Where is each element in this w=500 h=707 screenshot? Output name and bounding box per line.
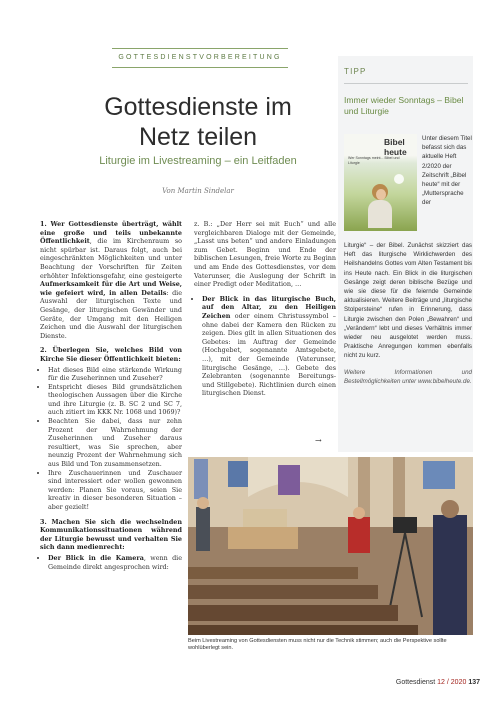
pew (188, 567, 358, 579)
stained-glass-window (278, 465, 300, 495)
cover-figure-body (368, 200, 392, 228)
pew (188, 605, 398, 621)
section-2-item: • Ihre Zuschauerinnen und Zuschauer sind interessiert oder wollen gewonnen werden: Planen Sie voraus, seien Sie kreativ in dieser besonderen Situation – aber gezielt! (48, 469, 182, 512)
tipp-title: Immer wieder Sonntags – Bibel und Liturgie (344, 95, 464, 116)
church-livestream-photo (188, 457, 473, 635)
column-2-item (202, 295, 336, 398)
magazine-cover-image (344, 134, 417, 231)
stained-glass-window (194, 459, 208, 499)
priest-head (353, 507, 365, 519)
continue-arrow-icon: → (315, 436, 322, 445)
section-1 (40, 220, 182, 340)
section-1-emphasis: Aufmerksamkeit für die Art und Weise, wie gefeiert wird, in allen Details (40, 280, 182, 297)
footer-page-number: 137 (468, 679, 480, 686)
stained-glass-window (423, 461, 455, 489)
footer-magazine-name: Gottesdienst (395, 679, 436, 686)
church-scene-illustration (188, 457, 473, 635)
section-2-item: • Entspricht dieses Bild grundsätzlichen theologischen Aussagen über die Kirche und ihre Liturgie (z. B. SC 2 und SC 7, auch zitiert im KKK Nr. 1068 und 1069)? (48, 383, 182, 417)
cover-dandelion (394, 174, 404, 184)
reader-head (197, 497, 209, 509)
tipp-label: TIPP (344, 67, 367, 76)
altar (228, 527, 298, 549)
body-column-2 (194, 220, 336, 404)
section-2-item: • Hat dieses Bild eine stärkende Wirkung für die Zuseherinnen und Zuseher? (48, 366, 182, 383)
article-byline: Von Martin Sindelar (162, 187, 234, 195)
tipp-text-body (344, 241, 472, 393)
cover-figure-face (376, 189, 386, 200)
page-footer (380, 679, 480, 686)
tipp-text-beside-cover: Unter diesem Titel befasst sich das aktuelle Heft 2/2020 der Zeitschrift „Bibel heute“ mit der „Muttersprache der (422, 135, 472, 207)
cover-heading: Wer Sonntags meint... Bibel und Liturgie (348, 156, 400, 165)
reader-figure (196, 507, 210, 551)
section-2-lead (40, 346, 182, 363)
section-2-item: • Beachten Sie dabei, dass nur zehn Prozent der Wahrnehmung der Zuseherinnen und Zuseher daraus resultiert, was Sie sprechen, aber neunzig Prozent der Wahrnehmung sich aus Bild und Ton zusammensetzen. (48, 417, 182, 469)
title-line-1: Gottesdienste im (104, 93, 292, 121)
tipp-order-note: Weitere Informationen und Bestellmöglichkeiten unter www.bibelheute.de. (344, 368, 472, 385)
tipp-paragraph: Liturgie“ – der Bibel. Zunächst skizziert das Heft das liturgische Wirklichwerden des Heilshandelns Gottes vom Alten Testament bis ins Heute nach. Ein Blick in die liturgischen Gesänge zeigt deren biblische Bezüge und wie sie diese für die feiernde Gemeinde aktualisieren. Weitere Beiträge und „liturgische Stolpersteine“ rufen in Erinnerung, dass Liturgie zwischen den Polen „Bewahren“ und „Verändern“ lebt und dieses Verhältnis immer wieder neu ausgelotet werden muss. Praktische Anregungen kommen ebenfalls nicht zu kurz. (344, 242, 472, 360)
tipp-divider (344, 83, 468, 84)
section-2-list (40, 366, 182, 512)
column-2-paragraph: z. B.: „Der Herr sei mit Euch“ und alle vergleichbaren Dialoge mit der Gemeinde, „Lasst uns beten“ und andere Einladungen zum Gebet. Beginn und Ende der biblischen Lesungen, freie Worte zu Beginn und am Ende des Gottesdienstes, vor dem Vaterunser, die Auslegung der Schrift in einer Predigt oder Meditation, … (194, 220, 336, 289)
section-2-lead-text: 2. Überlegen Sie, welches Bild von Kirche Sie dieser Öffentlichkeit bieten: (40, 346, 182, 363)
cover-masthead: Bibel heute (384, 137, 407, 157)
column-2-item-lead: Der Blick in das liturgische Buch, auf den Altar, zu den Heiligen Zeichen (202, 294, 336, 320)
photo-caption: Beim Livestreaming von Gottesdiensten muss nicht nur die Technik stimmen; auch die Perspektive sollte wohlüberlegt sein. (188, 638, 447, 651)
section-3-lead-text: 3. Machen Sie sich die wechselnden Kommunikationssituationen während der Liturgie bewusst und verhalten Sie sich dann medienrecht: (40, 517, 182, 552)
section-1-text-2: : die Auswahl der liturgischen Texte und Gesänge, der liturgischen Gewänder und Geräte, der Umgang mit den Heiligen Zeichen und die Auswahl der liturgischen Dienste. (40, 288, 182, 340)
section-3-lead (40, 518, 182, 552)
pew (188, 585, 378, 599)
article-title (60, 92, 336, 152)
camera-operator (433, 515, 467, 635)
title-line-2: Netz teilen (138, 123, 258, 151)
section-3-item-lead: Der Blick in die Kamera (48, 553, 144, 562)
cover-person-figure (362, 180, 396, 226)
section-1-lead: 1. Wer Gottesdienste überträgt, wählt eine große und teils unbekannte Öffentlichkeit (40, 220, 182, 246)
pew (188, 625, 418, 635)
section-3-list (40, 554, 182, 571)
operator-head (441, 500, 459, 518)
section-1-text: , die im Kirchenraum so nicht spürbar ist. Daraus folgt, auch bei eingeschränkten Möglichkeiten und unter Beachtung der Vorschriften für Zeiten erhöhter Infektionsgefahr, eine gesteigerte (40, 237, 182, 280)
stained-glass-window (228, 461, 248, 487)
footer-issue: 12 / 2020 (437, 679, 467, 686)
kicker-rule-top (112, 48, 288, 49)
column-2-list (194, 295, 336, 398)
section-3-item-text: , wenn die Gemeinde direkt angesprochen wird: (48, 553, 182, 571)
kicker-text: GOTTESDIENSTVORBEREITUNG (118, 54, 282, 61)
kicker-rule-bottom (112, 67, 288, 68)
altar-retable (243, 509, 287, 527)
column-2-item-text: oder einem Christussymbol – ohne dabei der Kamera den Rücken zu zeigen. Dies gilt in allen Situationen des Gebetes: im Auftrag der Gemeinde (Hochgebet, sogenannte Amtsgebete, …), mit der Gemeinde (Vaterunser, liturgische Gesänge, …). Gebete des Zelebranten (sogenannte Bereitungs- und Stillgebete). Richtlinien durch einen liturgischen Dienst. (202, 311, 336, 398)
section-3-item (48, 554, 182, 571)
article-subtitle: Liturgie im Livestreaming – ein Leitfaden (99, 155, 297, 167)
video-camera (393, 517, 417, 533)
priest-figure (348, 517, 370, 553)
body-column-1 (40, 220, 182, 577)
